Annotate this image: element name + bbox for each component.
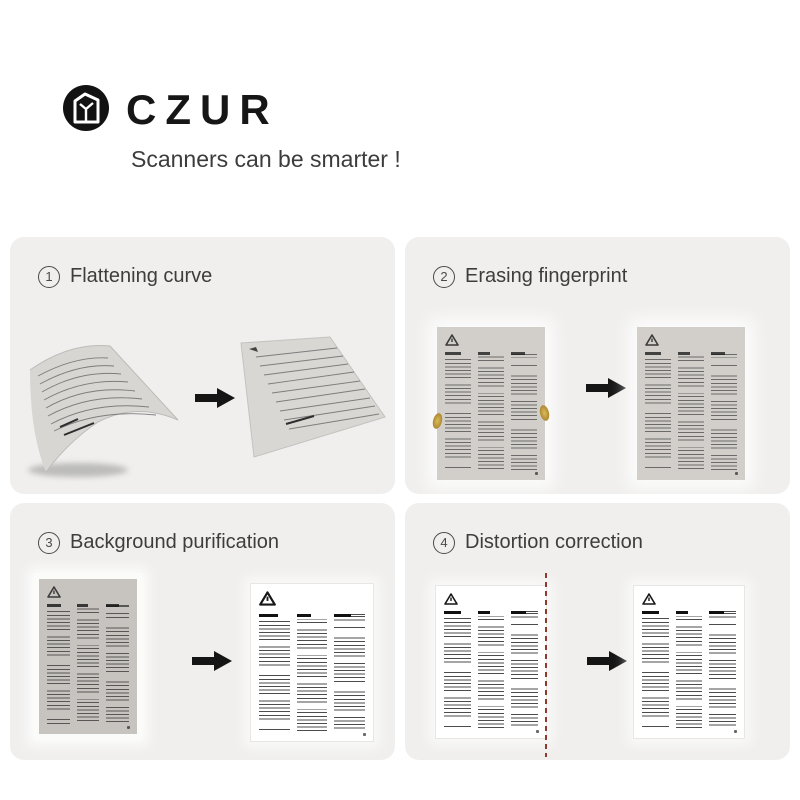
panel-number-badge: 4 xyxy=(433,532,455,554)
right-arrow-icon xyxy=(584,376,628,400)
page-number-dot xyxy=(363,733,366,736)
panel-distortion-correction xyxy=(405,503,790,760)
warning-triangle-icon xyxy=(645,334,659,346)
czur-logo-icon xyxy=(62,84,110,132)
warning-triangle-icon xyxy=(445,334,459,346)
panel-title xyxy=(38,531,279,554)
page-number-dot xyxy=(536,730,539,733)
panel-title-label: Distortion correction xyxy=(465,531,643,553)
right-arrow-icon xyxy=(193,386,237,410)
panel-background-purification xyxy=(10,503,395,760)
document-fingerprints-removed xyxy=(637,327,745,480)
text-columns xyxy=(259,614,365,731)
page-number-dot xyxy=(535,472,538,475)
panel-number-badge: 3 xyxy=(38,532,60,554)
text-columns xyxy=(445,352,537,470)
curved-document-before xyxy=(20,330,192,482)
panel-title xyxy=(38,265,212,288)
tagline: Scanners can be smarter ! xyxy=(131,146,401,172)
fingerprint-left xyxy=(431,412,444,430)
document-with-fingerprints xyxy=(437,327,545,480)
brand-wordmark: CZUR xyxy=(126,86,279,133)
page-number-dot xyxy=(734,730,737,733)
flattened-document-after xyxy=(234,333,394,463)
panel-title xyxy=(433,265,627,288)
scan-photo-frame xyxy=(33,573,143,740)
red-dashed-guide-line xyxy=(545,573,547,757)
right-arrow-icon xyxy=(585,649,629,673)
panel-flattening-curve xyxy=(10,237,395,494)
fingerprint-right xyxy=(538,404,551,422)
panel-number-badge: 1 xyxy=(38,266,60,288)
page-number-dot xyxy=(127,726,130,729)
warning-triangle-icon xyxy=(259,591,276,606)
panel-title-label: Flattening curve xyxy=(70,265,213,287)
text-columns xyxy=(444,611,538,728)
text-columns xyxy=(642,611,736,728)
panel-title xyxy=(433,531,643,554)
document-gray-background xyxy=(39,579,137,734)
document-pure-white-background xyxy=(250,583,374,742)
warning-triangle-icon xyxy=(444,593,458,605)
right-arrow-icon xyxy=(190,649,234,673)
text-columns xyxy=(645,352,737,470)
panel-title-label: Erasing fingerprint xyxy=(465,265,628,287)
warning-triangle-icon xyxy=(47,586,61,598)
panel-erasing-fingerprint xyxy=(405,237,790,494)
document-with-red-dashed-guide xyxy=(435,585,547,739)
page-number-dot xyxy=(735,472,738,475)
document-distortion-corrected xyxy=(633,585,745,739)
text-columns xyxy=(47,604,129,724)
panel-title-label: Background purification xyxy=(70,531,280,553)
panel-number-badge: 2 xyxy=(433,266,455,288)
warning-triangle-icon xyxy=(642,593,656,605)
